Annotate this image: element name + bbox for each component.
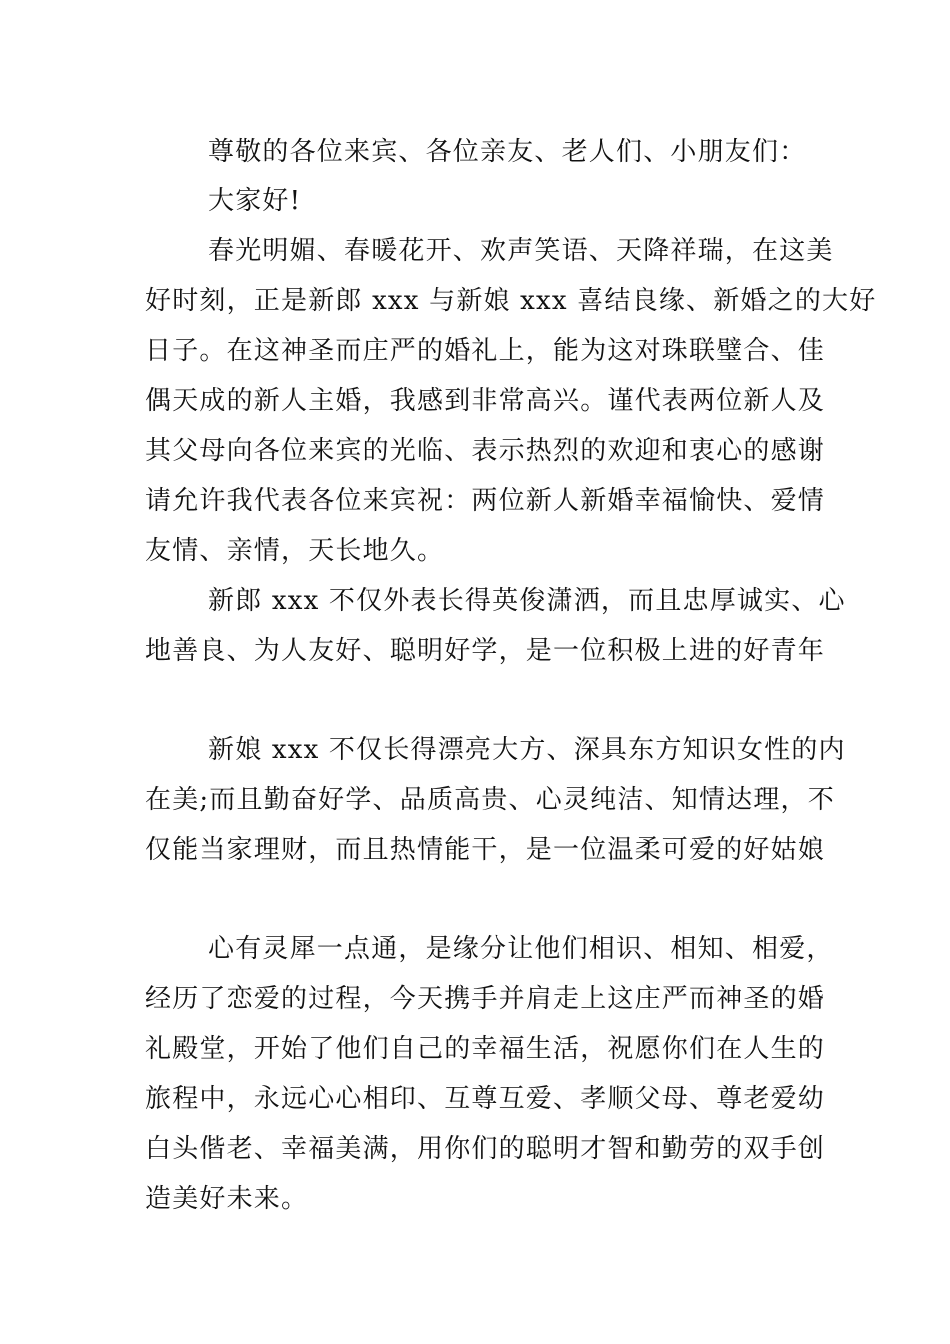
paragraph-1-line-6: 请允许我代表各位来宾祝：两位新人新婚幸福愉快、爱情 (145, 486, 826, 516)
paragraph-4-line-6: 造美好未来。 (145, 1184, 309, 1214)
paragraph-1-line-7: 友情、亲情，天长地久。 (145, 536, 445, 566)
greeting-line: 大家好! (208, 186, 302, 216)
paragraph-2-line-2: 地善良、为人友好、聪明好学，是一位积极上进的好青年 (145, 636, 826, 666)
paragraph-4-line-2: 经历了恋爱的过程，今天携手并肩走上这庄严而神圣的婚 (145, 984, 826, 1014)
paragraph-4-line-1: 心有灵犀一点通，是缘分让他们相识、相知、相爱， (208, 934, 834, 964)
paragraph-3-line-1: 新娘 xxx 不仅长得漂亮大方、深具东方知识女性的内 (208, 735, 846, 765)
paragraph-2-line-1: 新郎 xxx 不仅外表长得英俊潇洒，而且忠厚诚实、心 (208, 586, 846, 616)
salutation-line: 尊敬的各位来宾、各位亲友、老人们、小朋友们： (208, 137, 807, 167)
paragraph-1-line-5: 其父母向各位来宾的光临、表示热烈的欢迎和衷心的感谢 (145, 436, 826, 466)
paragraph-4-line-5: 白头偕老、幸福美满，用你们的聪明才智和勤劳的双手创 (145, 1134, 826, 1164)
paragraph-1-line-3: 日子。在这神圣而庄严的婚礼上，能为这对珠联璧合、佳 (145, 336, 826, 366)
paragraph-3-line-3: 仅能当家理财，而且热情能干，是一位温柔可爱的好姑娘 (145, 835, 826, 865)
paragraph-4-line-3: 礼殿堂，开始了他们自己的幸福生活，祝愿你们在人生的 (145, 1034, 826, 1064)
paragraph-4-line-4: 旅程中，永远心心相印、互尊互爱、孝顺父母、尊老爱幼 (145, 1084, 826, 1114)
paragraph-1-line-1: 春光明媚、春暖花开、欢声笑语、天降祥瑞，在这美 (208, 236, 834, 266)
paragraph-3-line-2: 在美;而且勤奋好学、品质高贵、心灵纯洁、知情达理，不 (145, 785, 835, 815)
paragraph-1-line-2: 好时刻，正是新郎 xxx 与新娘 xxx 喜结良缘、新婚之的大好 (145, 286, 877, 316)
paragraph-1-line-4: 偶天成的新人主婚，我感到非常高兴。谨代表两位新人及 (145, 386, 826, 416)
